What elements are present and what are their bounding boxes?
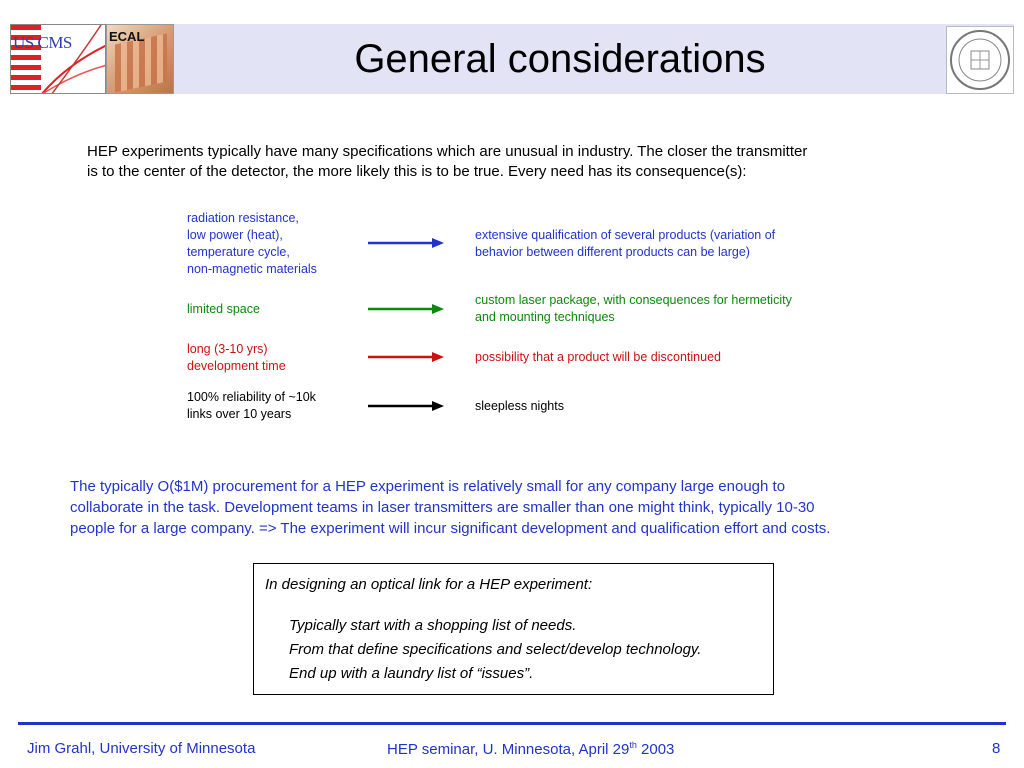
intro-line-2: is to the center of the detector, the more likely this is to be true. Every need has its consequence(s): xyxy=(87,163,747,180)
uscms-logo xyxy=(10,24,106,94)
consequence-label xyxy=(475,398,855,415)
logo-text: US CMS xyxy=(13,33,72,52)
paragraph-line-2: collaborate in the task. Development teams in laser transmitters are smaller than one might think, typically 10-30 xyxy=(70,499,815,516)
paragraph-line-3: people for a large company. => The experiment will incur significant development and qualification effort and costs. xyxy=(70,520,831,537)
footer-event xyxy=(387,740,674,758)
need-line: development time xyxy=(187,359,286,373)
consequence-label xyxy=(475,349,855,366)
consequence-line: possibility that a product will be discontinued xyxy=(475,350,721,364)
need-label xyxy=(187,389,316,423)
summary-heading: In designing an optical link for a HEP experiment: xyxy=(265,576,593,593)
need-label xyxy=(187,341,286,375)
consequence-line: custom laser package, with consequences for hermeticity xyxy=(475,293,792,307)
consequence-label xyxy=(475,227,855,261)
consequence-line: extensive qualification of several products (variation of xyxy=(475,228,776,242)
footer-event-suffix: 2003 xyxy=(636,741,675,758)
paragraph-line-1: The typically O($1M) procurement for a HEP experiment is relatively small for any company large enough to xyxy=(70,478,786,495)
need-line: temperature cycle, xyxy=(187,245,290,259)
intro-text xyxy=(87,142,937,182)
need-line: low power (heat), xyxy=(187,228,283,242)
consequence-line: behavior between different products can be large) xyxy=(475,245,750,259)
footer-divider xyxy=(18,722,1006,725)
need-line: limited space xyxy=(187,302,260,316)
need-line: radiation resistance, xyxy=(187,211,299,225)
need-line: non-magnetic materials xyxy=(187,262,317,276)
need-line: 100% reliability of ~10k xyxy=(187,390,316,404)
arrow-right-icon xyxy=(366,350,446,364)
arrow-right-icon xyxy=(366,236,446,250)
ecal-logo xyxy=(106,24,174,94)
arrow-right-icon xyxy=(366,399,446,413)
intro-line-1: HEP experiments typically have many specifications which are unusual in industry. The closer the transmitter xyxy=(87,143,808,160)
need-line: long (3-10 yrs) xyxy=(187,342,268,356)
summary-line-2: From that define specifications and select/develop technology. xyxy=(289,641,702,658)
footer-event-prefix: HEP seminar, U. Minnesota, April 29 xyxy=(387,741,630,758)
university-seal-icon xyxy=(946,26,1014,94)
page-number: 8 xyxy=(992,740,1001,757)
consequence-line: sleepless nights xyxy=(475,399,564,413)
summary-box xyxy=(253,563,774,695)
need-label xyxy=(187,210,317,278)
footer-event-sup: th xyxy=(629,740,637,750)
summary-line-3: End up with a laundry list of “issues”. xyxy=(289,665,534,682)
need-label xyxy=(187,301,260,318)
consequence-label xyxy=(475,292,855,326)
procurement-paragraph xyxy=(70,476,950,539)
footer-author: Jim Grahl, University of Minnesota xyxy=(27,740,256,757)
ecal-logo-text: ECAL xyxy=(109,29,145,44)
need-line: links over 10 years xyxy=(187,407,292,421)
arrow-right-icon xyxy=(366,302,446,316)
consequence-line: and mounting techniques xyxy=(475,310,615,324)
summary-line-1: Typically start with a shopping list of needs. xyxy=(289,617,577,634)
slide-title: General considerations xyxy=(354,37,766,81)
